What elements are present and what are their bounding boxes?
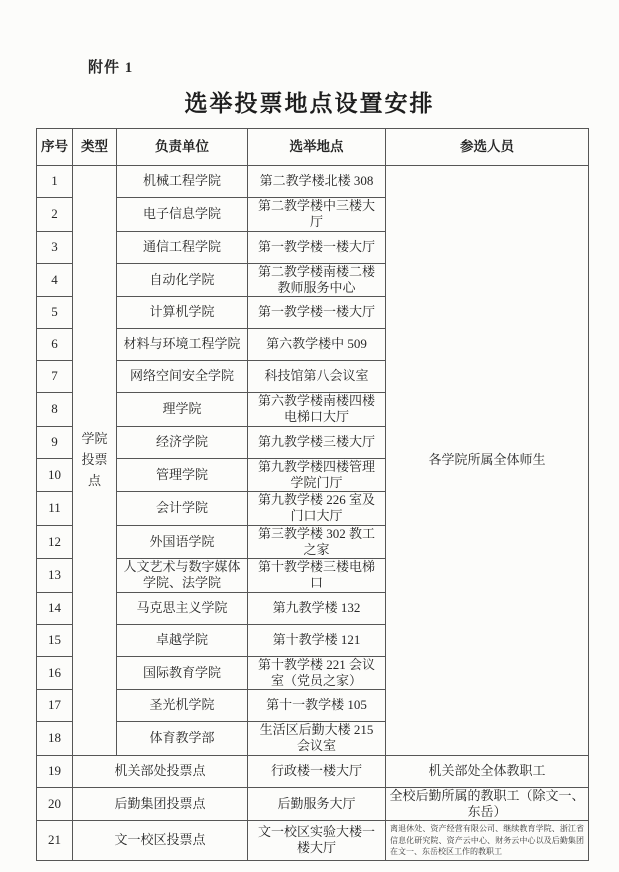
attachment-label: 附件 1 (88, 60, 134, 76)
row-unit: 理学院 (117, 393, 248, 427)
row-seq: 3 (37, 231, 73, 263)
col-header-place: 选举地点 (248, 129, 386, 166)
row-unit: 圣光机学院 (117, 690, 248, 722)
row-seq: 6 (37, 329, 73, 361)
row-seq: 20 (37, 787, 73, 821)
row-seq: 9 (37, 426, 73, 458)
type-college-voting-point: 学院投票点 (73, 166, 117, 756)
row-seq: 1 (37, 166, 73, 198)
row-participants: 机关部处全体教职工 (386, 755, 589, 787)
table-row (37, 787, 589, 821)
row-seq: 5 (37, 297, 73, 329)
row-unit: 材料与环境工程学院 (117, 329, 248, 361)
row-unit: 卓越学院 (117, 624, 248, 656)
row-place: 后勤服务大厅 (248, 787, 386, 821)
row-seq: 4 (37, 263, 73, 297)
row-place: 第九教学楼三楼大厅 (248, 426, 386, 458)
row-participants: 全校后勤所属的教职工（除文一、东岳） (386, 787, 589, 821)
row-place: 第十教学楼 121 (248, 624, 386, 656)
row-seq: 18 (37, 722, 73, 756)
row-place: 科技馆第八会议室 (248, 361, 386, 393)
row-seq: 10 (37, 458, 73, 492)
voting-locations-table (36, 128, 589, 861)
row-unit: 电子信息学院 (117, 198, 248, 232)
row-seq: 7 (37, 361, 73, 393)
row-place: 第九教学楼 132 (248, 592, 386, 624)
row-seq: 12 (37, 525, 73, 559)
col-header-unit: 负责单位 (117, 129, 248, 166)
row-place: 第十一教学楼 105 (248, 690, 386, 722)
row-unit: 文一校区投票点 (73, 821, 248, 861)
row-unit: 后勤集团投票点 (73, 787, 248, 821)
row-seq: 14 (37, 592, 73, 624)
row-place: 第一教学楼一楼大厅 (248, 297, 386, 329)
row-unit: 会计学院 (117, 492, 248, 526)
row-seq: 13 (37, 559, 73, 593)
col-header-participants: 参选人员 (386, 129, 589, 166)
row-participants: 离退休处、资产经营有限公司、继续教育学院、浙江省信息化研究院、资产云中心、财务云中心以及后勤集团在文一、东岳校区工作的教职工 (386, 821, 589, 861)
row-unit: 人文艺术与数字媒体学院、法学院 (117, 559, 248, 593)
row-seq: 11 (37, 492, 73, 526)
row-unit: 机械工程学院 (117, 166, 248, 198)
row-place: 第二教学楼中三楼大厅 (248, 198, 386, 232)
row-place: 第六教学楼中 509 (248, 329, 386, 361)
row-place: 第十教学楼 221 会议室（党员之家） (248, 656, 386, 690)
row-place: 第十教学楼三楼电梯口 (248, 559, 386, 593)
row-unit: 通信工程学院 (117, 231, 248, 263)
row-unit: 马克思主义学院 (117, 592, 248, 624)
row-place: 第二教学楼南楼二楼教师服务中心 (248, 263, 386, 297)
row-place: 生活区后勤大楼 215 会议室 (248, 722, 386, 756)
row-unit: 外国语学院 (117, 525, 248, 559)
row-unit: 国际教育学院 (117, 656, 248, 690)
row-place: 文一校区实验大楼一楼大厅 (248, 821, 386, 861)
row-place: 第六教学楼南楼四楼电梯口大厅 (248, 393, 386, 427)
row-seq: 2 (37, 198, 73, 232)
row-seq: 15 (37, 624, 73, 656)
row-seq: 21 (37, 821, 73, 861)
header-row (37, 129, 589, 166)
col-header-seq: 序号 (37, 129, 73, 166)
row-unit: 管理学院 (117, 458, 248, 492)
row-unit: 网络空间安全学院 (117, 361, 248, 393)
row-seq: 8 (37, 393, 73, 427)
col-header-type: 类型 (73, 129, 117, 166)
table-row (37, 821, 589, 861)
table-row (37, 166, 589, 198)
row-seq: 17 (37, 690, 73, 722)
row-place: 行政楼一楼大厅 (248, 755, 386, 787)
page-title: 选举投票地点设置安排 (184, 91, 435, 116)
row-place: 第三教学楼 302 教工之家 (248, 525, 386, 559)
row-seq: 19 (37, 755, 73, 787)
row-seq: 16 (37, 656, 73, 690)
row-place: 第九教学楼 226 室及门口大厅 (248, 492, 386, 526)
row-place: 第二教学楼北楼 308 (248, 166, 386, 198)
college-participants: 各学院所属全体师生 (386, 166, 589, 756)
row-unit: 机关部处投票点 (73, 755, 248, 787)
row-unit: 体育教学部 (117, 722, 248, 756)
row-unit: 经济学院 (117, 426, 248, 458)
row-unit: 自动化学院 (117, 263, 248, 297)
row-unit: 计算机学院 (117, 297, 248, 329)
row-place: 第九教学楼四楼管理学院门厅 (248, 458, 386, 492)
table-row (37, 755, 589, 787)
row-place: 第一教学楼一楼大厅 (248, 231, 386, 263)
